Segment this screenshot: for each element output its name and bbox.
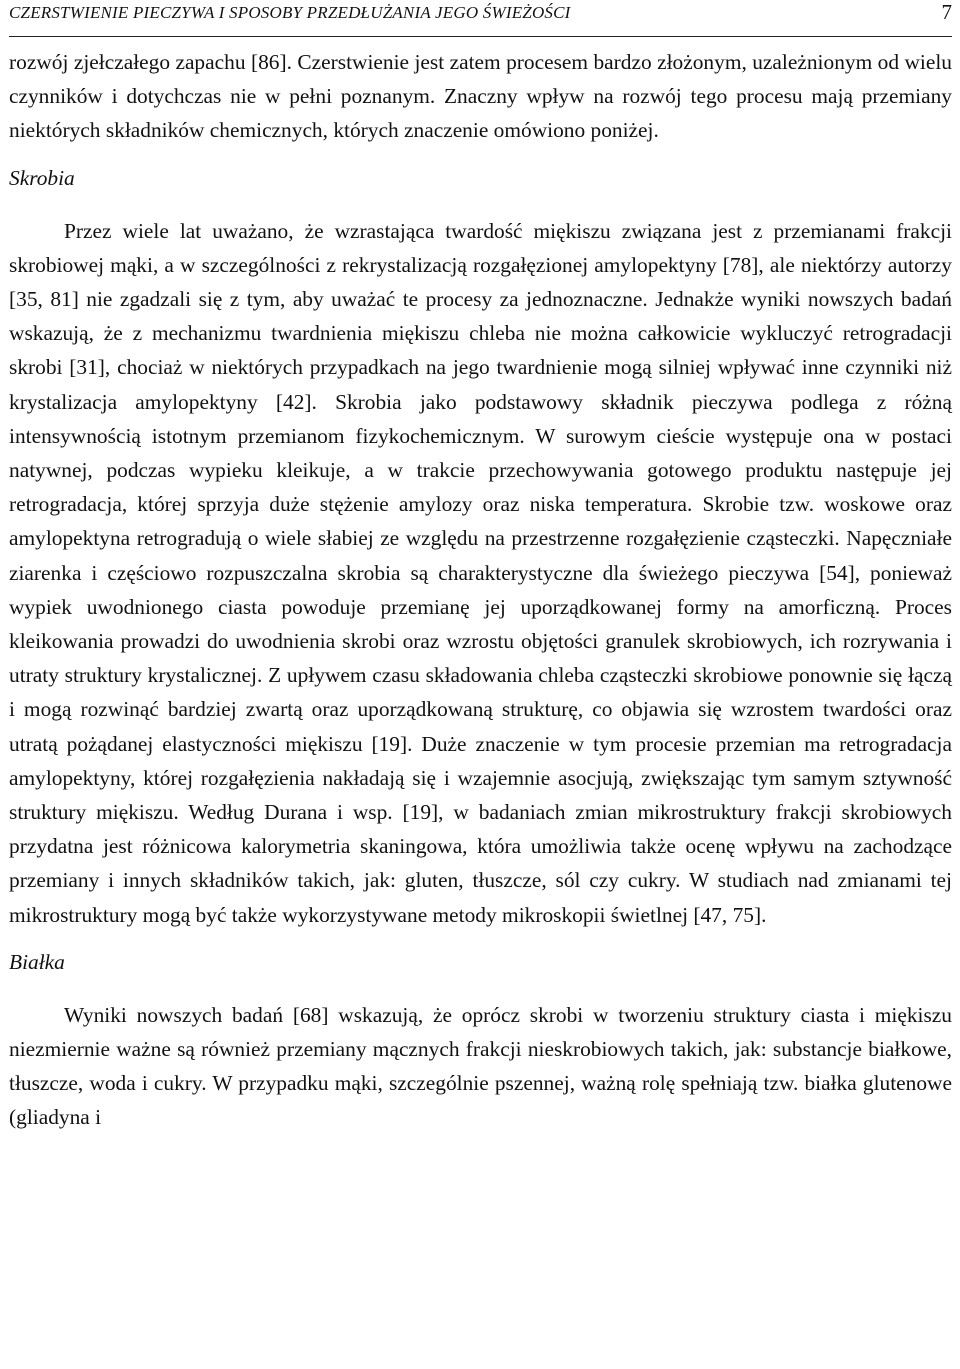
document-page [9, 0, 952, 1135]
section-heading-starch: Skrobia [9, 165, 75, 190]
section-heading-protein: Białka [9, 949, 65, 974]
running-header [9, 0, 952, 37]
header-title: CZERSTWIENIE PIECZYWA I SPOSOBY PRZEDŁUŻANIA JEGO ŚWIEŻOŚCI [9, 3, 571, 22]
starch-paragraph: Przez wiele lat uważano, że wzrastająca twardość miękiszu związana jest z przemianami frakcji skrobiowej mąki, a w szczególności z rekrystalizacją rozgałęzionej amylopektyny [78], ale niektórzy autorzy [35, 81] nie zgadzali się z tym, aby uważać te procesy za jednoznaczne. Jednakże wyniki nowszych badań wskazują, że z mechanizmu twardnienia miękiszu chleba nie można całkowicie wykluczyć retrogradacji skrobi [31], chociaż w niektórych przypadkach na jego twardnienie mogą silniej wpływać inne czynniki niż krystalizacja amylopektyny [42]. Skrobia jako podstawowy składnik pieczywa podlega z różną intensywnością istotnym przemianom fizykochemicznym. W surowym cieście występuje ona w postaci natywnej, podczas wypieku kleikuje, a w trakcie przechowywania gotowego produktu następuje jej retrogradacja, której sprzyja duże stężenie amylozy oraz niska temperatura. Skrobie tzw. woskowe oraz amylopektyna retrogradują o wiele słabiej ze względu na przestrzenne rozgałęzienie cząsteczki. Napęczniałe ziarenka i częściowo rozpuszczalna skrobia są charakterystyczne dla świeżego pieczywa [54], ponieważ wypiek uwodnionego ciasta powoduje przemianę jej uporządkowanej formy na amorficzną. Proces kleikowania prowadzi do uwodnienia skrobi oraz wzrostu objętości granulek skrobiowych, ich rozrywania i utraty struktury krystalicznej. Z upływem czasu składowania chleba cząsteczki skrobiowe ponownie się łączą i mogą rozwinąć bardziej zwartą oraz uporządkowaną strukturę, co objawia się wzrostem twardości oraz utratą pożądanej elastyczności miękiszu [19]. Duże znaczenie w tym procesie przemian ma retrogradacja amylopektyny, której rozgałęzienia nakładają się i wzajemnie asocjują, zwiększając tym samym sztywność struktury miękiszu. Według Durana i wsp. [19], w badaniach zmian mikrostruktury frakcji skrobiowych przydatna jest różnicowa kalorymetria skaningowa, która umożliwia także ocenę wpływu na zachodzące przemiany i innych składników takich, jak: gluten, tłuszcze, sól czy cukry. W studiach nad zmianami tej mikrostruktury mogą być także wykorzystywane metody mikroskopii świetlnej [47, 75]. [9, 218, 952, 927]
intro-paragraph: rozwój zjełczałego zapachu [86]. Czerstwienie jest zatem procesem bardzo złożonym, uzależnionym od wielu czynników i dotychczas nie w pełni poznanym. Znaczny wpływ na rozwój tego procesu mają przemiany niektórych składników chemicznych, których znaczenie omówiono poniżej. [9, 50, 952, 143]
page-number: 7 [941, 0, 952, 24]
protein-paragraph: Wyniki nowszych badań [68] wskazują, że oprócz skrobi w tworzeniu struktury ciasta i miękiszu niezmiernie ważne są również przemiany mącznych frakcji nieskrobiowych takich, jak: substancje białkowe, tłuszcze, woda i cukry. W przypadku mąki, szczególnie pszennej, ważną rolę spełniają tzw. białka glutenowe (gliadyna i [9, 1002, 952, 1130]
